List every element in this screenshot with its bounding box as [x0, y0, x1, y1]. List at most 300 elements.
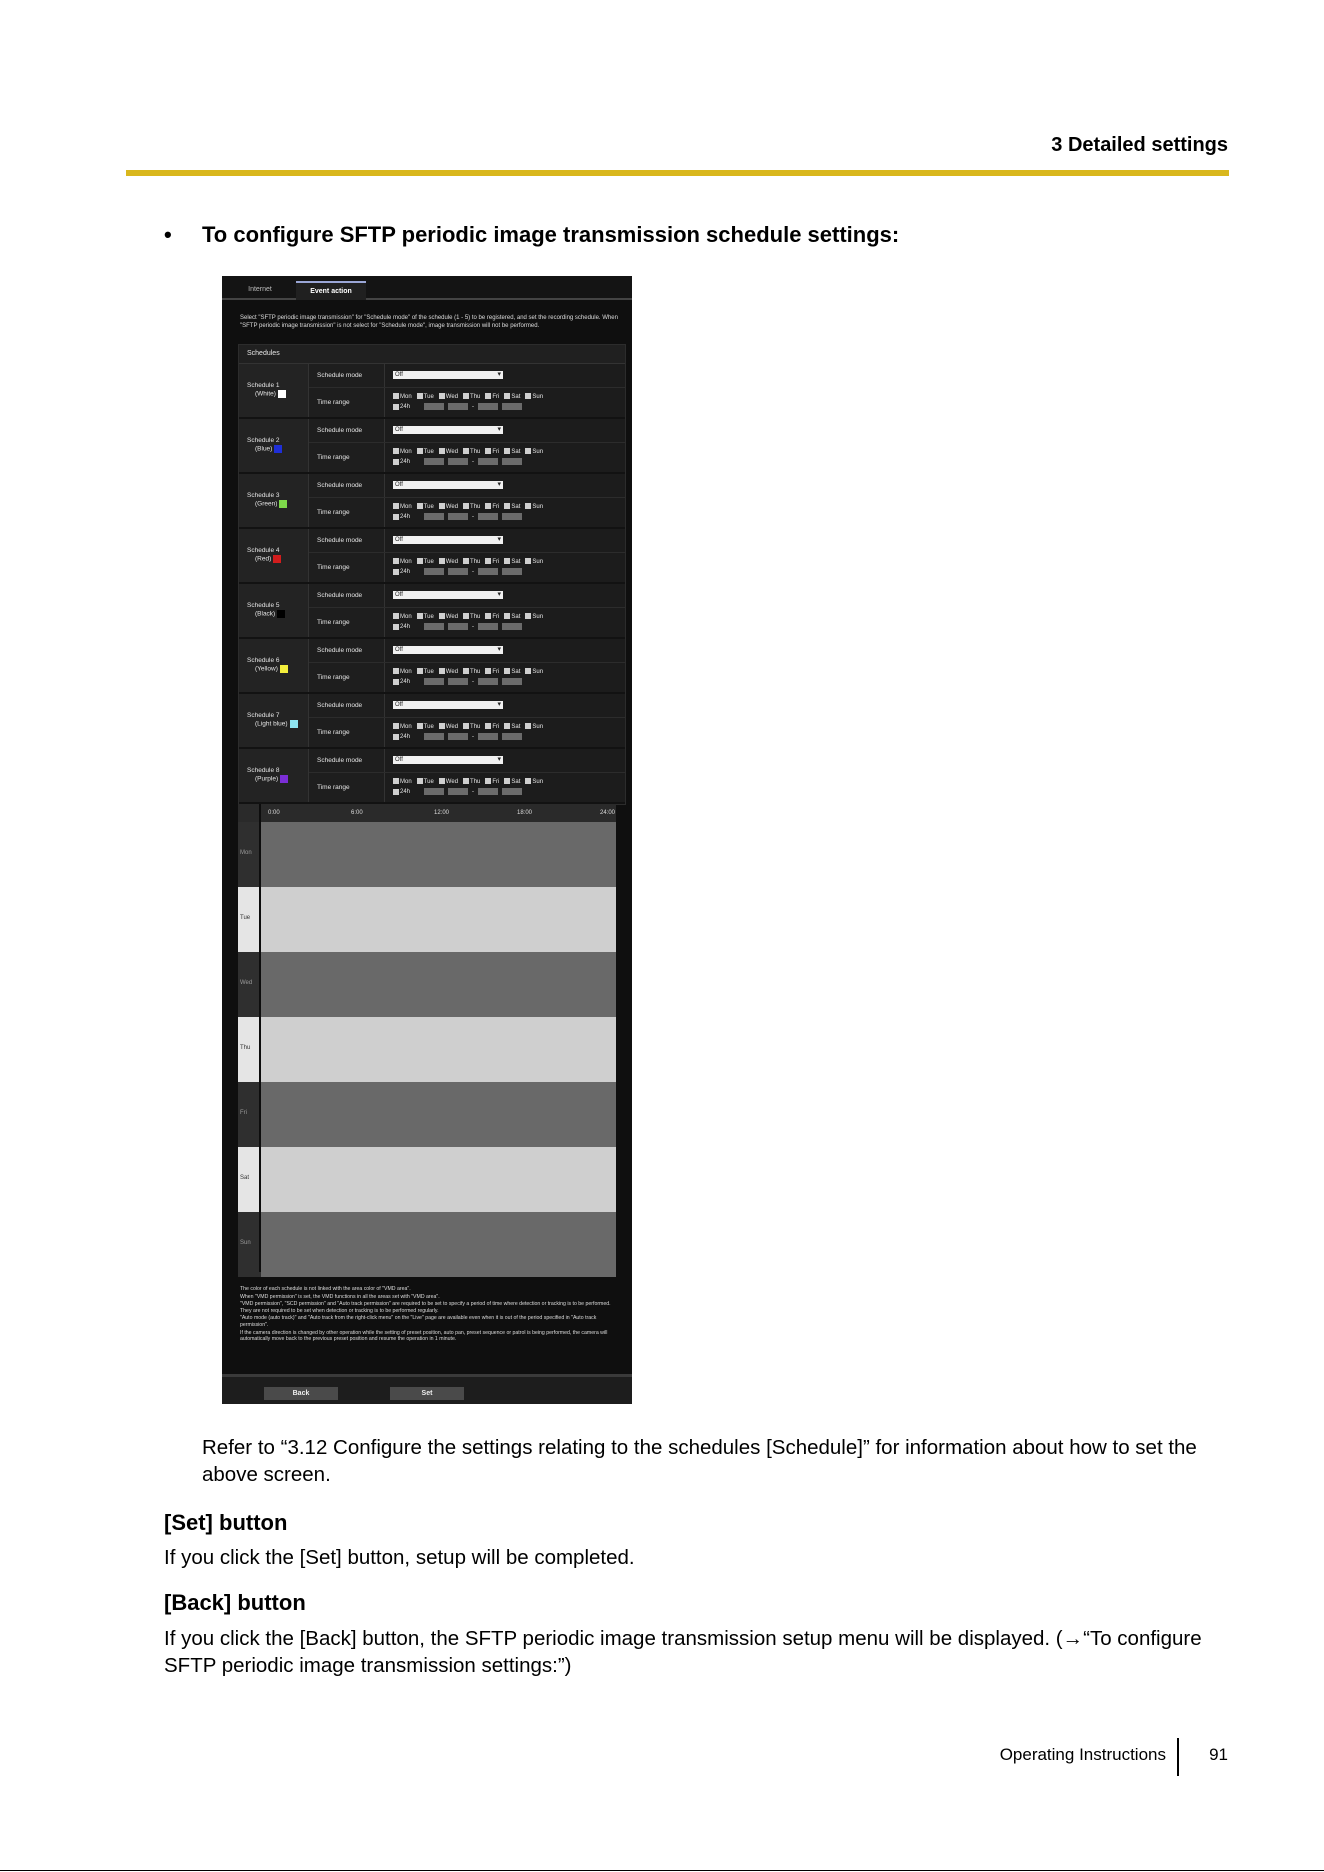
end-hour-input[interactable]: [478, 623, 498, 630]
checkbox-24h[interactable]: [393, 404, 399, 410]
end-minute-input[interactable]: [502, 513, 522, 520]
start-hour-input[interactable]: [424, 788, 444, 795]
time-dash: -: [472, 788, 475, 795]
timeline-day-row: [238, 887, 616, 952]
day-label: Mon: [400, 613, 412, 620]
schedule-rows: [309, 694, 625, 747]
day-checkbox[interactable]: [417, 779, 434, 785]
checkbox-box[interactable]: [417, 613, 423, 619]
end-hour-input[interactable]: [478, 458, 498, 465]
schedule-color-swatch: [273, 555, 281, 563]
start-hour-input[interactable]: [424, 678, 444, 685]
day-checkbox[interactable]: [485, 724, 499, 730]
schedule-mode-label: Schedule mode: [309, 419, 385, 442]
day-checkbox[interactable]: [525, 504, 543, 510]
schedule-color-swatch: [290, 720, 298, 728]
bullet-symbol: •: [164, 222, 172, 247]
start-minute-input[interactable]: [448, 733, 468, 740]
start-hour-input[interactable]: [424, 513, 444, 520]
settings-screenshot: [222, 276, 632, 1404]
day-checkbox[interactable]: [485, 504, 499, 510]
checkbox-24h[interactable]: [393, 514, 399, 520]
schedule-rows: [309, 749, 625, 802]
time-range-label: Time range: [309, 608, 385, 637]
schedule-color-label: [247, 445, 308, 454]
day-checkbox[interactable]: [463, 614, 480, 620]
schedule-name: [239, 639, 309, 692]
checkbox-box[interactable]: [525, 448, 531, 454]
checkbox-box[interactable]: [417, 448, 423, 454]
day-checkbox[interactable]: [525, 724, 543, 730]
day-checkbox[interactable]: [417, 394, 434, 400]
timeline-day-row: [238, 822, 616, 887]
day-label: Thu: [470, 393, 481, 400]
label-24h: 24h: [400, 568, 411, 575]
day-checkbox[interactable]: [439, 724, 458, 730]
day-label: Wed: [445, 778, 459, 785]
end-hour-input[interactable]: [478, 568, 498, 575]
checkbox-box[interactable]: [417, 778, 423, 784]
day-checkbox[interactable]: [504, 559, 520, 565]
day-checkbox[interactable]: [525, 449, 543, 455]
checkbox-box[interactable]: [393, 558, 399, 564]
timeline-day-row: [238, 1017, 616, 1082]
set-button-heading: [Set] button: [164, 1510, 288, 1535]
schedule-mode-label: Schedule mode: [309, 694, 385, 717]
time-range-row: [309, 443, 625, 472]
timeline-day-bar: [261, 1082, 616, 1147]
refer-paragraph: Refer to “3.12 Configure the settings relating to the schedules [Schedule]” for information about how to set the above screen.: [202, 1436, 1197, 1486]
bullet-text: To configure SFTP periodic image transmission schedule settings:: [202, 222, 900, 247]
checkbox-box[interactable]: [504, 503, 510, 509]
schedule-name: [239, 694, 309, 747]
day-checkbox[interactable]: [463, 724, 480, 730]
checkbox-box[interactable]: [417, 723, 423, 729]
schedule-mode-value: [385, 694, 625, 717]
day-checkbox[interactable]: [439, 669, 458, 675]
checkbox-box[interactable]: [504, 448, 510, 454]
day-checkbox[interactable]: [504, 724, 520, 730]
timeline-day-label: Mon: [240, 850, 252, 856]
checkbox-box[interactable]: [525, 778, 531, 784]
day-checkbox[interactable]: [463, 449, 480, 455]
schedule-rows: [309, 474, 625, 527]
checkbox-box[interactable]: [393, 393, 399, 399]
back-button-heading: [Back] button: [164, 1590, 306, 1615]
timeline-day-label: Fri: [240, 1110, 247, 1116]
checkbox-box[interactable]: [525, 558, 531, 564]
checkbox-box[interactable]: [525, 613, 531, 619]
day-checkbox[interactable]: [393, 779, 412, 785]
schedule-mode-row: [309, 694, 625, 718]
day-label: Fri: [492, 613, 500, 620]
checkbox-box[interactable]: [485, 668, 491, 674]
set-button[interactable]: Set: [390, 1387, 464, 1400]
schedule-color-label: [247, 390, 308, 399]
schedule-color-name: (Purple): [255, 775, 279, 783]
checkbox-box[interactable]: [463, 613, 469, 619]
schedule-color-swatch: [279, 500, 287, 508]
checkbox-box[interactable]: [485, 778, 491, 784]
timeline-day-bar: [261, 1017, 616, 1082]
day-checkbox[interactable]: [393, 559, 412, 565]
schedule-mode-select[interactable]: Off ▾: [393, 646, 503, 654]
day-label: Sun: [532, 778, 544, 785]
label-24h: 24h: [400, 458, 411, 465]
checkbox-box[interactable]: [525, 723, 531, 729]
checkbox-box[interactable]: [439, 448, 445, 454]
checkbox-box[interactable]: [504, 668, 510, 674]
schedule-color-name: (Red): [255, 555, 272, 563]
day-checkbox[interactable]: [439, 779, 458, 785]
day-checkbox[interactable]: [463, 779, 480, 785]
day-checkbox[interactable]: [393, 614, 412, 620]
schedule-mode-value: [385, 364, 625, 387]
checkbox-box[interactable]: [463, 558, 469, 564]
day-checkbox[interactable]: [439, 394, 458, 400]
end-minute-input[interactable]: [502, 733, 522, 740]
day-label: Fri: [492, 503, 500, 510]
day-checkbox[interactable]: [485, 669, 499, 675]
timeline-day-bar: [261, 1147, 616, 1212]
day-label: Sun: [532, 393, 544, 400]
day-checkbox[interactable]: [525, 669, 543, 675]
start-minute-input[interactable]: [448, 568, 468, 575]
timeline-hour-label: 12:00: [434, 810, 450, 816]
schedule-name: [239, 584, 309, 637]
schedule-mode-select[interactable]: Off ▾: [393, 536, 503, 544]
schedule-rows: [309, 584, 625, 637]
day-checkbox[interactable]: [485, 559, 499, 565]
label-24h: 24h: [400, 623, 411, 630]
schedule-mode-select[interactable]: Off ▾: [393, 591, 503, 599]
schedule-group: [239, 584, 625, 639]
start-minute-input[interactable]: [448, 403, 468, 410]
checkbox-box[interactable]: [504, 723, 510, 729]
checkbox-24h[interactable]: [393, 624, 399, 630]
time-dash: -: [472, 733, 475, 740]
day-checkbox[interactable]: [463, 559, 480, 565]
checkbox-box[interactable]: [504, 613, 510, 619]
day-label: Sat: [511, 503, 521, 510]
time-dash: -: [472, 513, 475, 520]
end-minute-input[interactable]: [502, 568, 522, 575]
checkbox-box[interactable]: [417, 503, 423, 509]
schedule-mode-row: [309, 584, 625, 608]
day-checkbox[interactable]: [485, 614, 499, 620]
checkbox-box[interactable]: [393, 503, 399, 509]
schedule-mode-label: Schedule mode: [309, 639, 385, 662]
time-dash: -: [472, 458, 475, 465]
day-checkbox[interactable]: [504, 504, 520, 510]
day-checkbox[interactable]: [504, 614, 520, 620]
checkbox-box[interactable]: [485, 448, 491, 454]
day-label: Thu: [470, 558, 481, 565]
schedules-panel: [238, 344, 626, 805]
day-checkbox[interactable]: [525, 559, 543, 565]
day-checkboxes: [393, 558, 625, 567]
timeline-hour-label: 0:00: [268, 810, 280, 816]
day-checkbox[interactable]: [525, 394, 543, 400]
time-inputs: [393, 512, 625, 522]
day-checkbox[interactable]: [417, 504, 434, 510]
day-label: Tue: [423, 778, 434, 785]
checkbox-box[interactable]: [393, 448, 399, 454]
checkbox-box[interactable]: [485, 503, 491, 509]
page-bottom-rule: [0, 1870, 1324, 1871]
checkbox-box[interactable]: [439, 393, 445, 399]
start-hour-input[interactable]: [424, 403, 444, 410]
checkbox-box[interactable]: [463, 778, 469, 784]
time-inputs: [393, 787, 625, 797]
start-hour-input[interactable]: [424, 733, 444, 740]
end-hour-input[interactable]: [478, 733, 498, 740]
start-minute-input[interactable]: [448, 623, 468, 630]
checkbox-box[interactable]: [439, 613, 445, 619]
checkbox-24h[interactable]: [393, 679, 399, 685]
day-label: Thu: [470, 668, 481, 675]
checkbox-box[interactable]: [485, 613, 491, 619]
time-range-row: [309, 773, 625, 802]
day-checkbox[interactable]: [417, 724, 434, 730]
schedule-name: [239, 749, 309, 802]
schedule-group: [239, 749, 625, 804]
schedule-group: [239, 419, 625, 474]
schedule-mode-select[interactable]: Off ▾: [393, 371, 503, 379]
day-checkboxes: [393, 723, 625, 732]
schedule-title: Schedule 6: [247, 657, 280, 664]
checkbox-box[interactable]: [525, 393, 531, 399]
label-24h: 24h: [400, 733, 411, 740]
day-checkbox[interactable]: [504, 449, 520, 455]
day-label: Thu: [470, 723, 481, 730]
day-checkbox[interactable]: [439, 614, 458, 620]
day-checkbox[interactable]: [393, 394, 412, 400]
schedule-mode-label: Schedule mode: [309, 749, 385, 772]
checkbox-box[interactable]: [525, 668, 531, 674]
tab-internet[interactable]: Internet: [248, 286, 272, 293]
end-minute-input[interactable]: [502, 458, 522, 465]
schedule-color-name: (Green): [255, 500, 278, 508]
checkbox-box[interactable]: [463, 668, 469, 674]
day-label: Mon: [400, 668, 412, 675]
checkbox-box[interactable]: [393, 668, 399, 674]
checkbox-box[interactable]: [485, 723, 491, 729]
schedule-title: Schedule 3: [247, 492, 280, 499]
schedule-color-label: [247, 500, 308, 509]
day-label: Fri: [492, 778, 500, 785]
end-minute-input[interactable]: [502, 403, 522, 410]
schedule-rows: [309, 419, 625, 472]
day-checkbox[interactable]: [393, 669, 412, 675]
schedule-rows: [309, 364, 625, 417]
time-range-row: [309, 663, 625, 692]
day-label: Fri: [492, 448, 500, 455]
day-checkbox[interactable]: [417, 559, 434, 565]
start-minute-input[interactable]: [448, 678, 468, 685]
day-label: Wed: [445, 723, 459, 730]
footer-divider: [1177, 1738, 1179, 1776]
schedule-mode-select[interactable]: Off ▾: [393, 426, 503, 434]
checkbox-box[interactable]: [504, 393, 510, 399]
time-range-label: Time range: [309, 718, 385, 747]
day-label: Mon: [400, 723, 412, 730]
schedule-mode-select[interactable]: Off ▾: [393, 756, 503, 764]
day-checkbox[interactable]: [393, 504, 412, 510]
day-label: Thu: [470, 503, 481, 510]
checkbox-box[interactable]: [525, 503, 531, 509]
schedule-name: [239, 419, 309, 472]
day-label: Sat: [511, 613, 521, 620]
checkbox-box[interactable]: [463, 393, 469, 399]
day-label: Sat: [511, 558, 521, 565]
timeline-separator: [259, 804, 261, 1272]
bullet-heading: [164, 222, 899, 248]
day-checkbox[interactable]: [439, 559, 458, 565]
day-checkbox[interactable]: [485, 779, 499, 785]
time-inputs: [393, 622, 625, 632]
schedule-color-label: [247, 775, 308, 784]
day-checkbox[interactable]: [417, 614, 434, 620]
day-checkbox[interactable]: [417, 669, 434, 675]
schedule-mode-select[interactable]: Off ▾: [393, 481, 503, 489]
note-line: When "VMD permission" is set, the VMD functions in all the areas set with "VMD area".: [240, 1293, 440, 1300]
checkbox-24h[interactable]: [393, 789, 399, 795]
end-minute-input[interactable]: [502, 678, 522, 685]
time-range-value: [385, 773, 625, 802]
checkbox-box[interactable]: [393, 723, 399, 729]
start-minute-input[interactable]: [448, 513, 468, 520]
checkbox-24h[interactable]: [393, 734, 399, 740]
checkbox-box[interactable]: [463, 448, 469, 454]
checkbox-box[interactable]: [417, 558, 423, 564]
checkbox-box[interactable]: [439, 723, 445, 729]
checkbox-box[interactable]: [504, 558, 510, 564]
end-minute-input[interactable]: [502, 623, 522, 630]
timeline-day-row: [238, 952, 616, 1017]
schedule-groups: [239, 364, 625, 804]
checkbox-box[interactable]: [439, 503, 445, 509]
checkbox-box[interactable]: [485, 558, 491, 564]
start-minute-input[interactable]: [448, 458, 468, 465]
schedule-mode-row: [309, 419, 625, 443]
time-inputs: [393, 402, 625, 412]
checkbox-box[interactable]: [417, 393, 423, 399]
back-button[interactable]: Back: [264, 1387, 338, 1400]
day-checkbox[interactable]: [463, 504, 480, 510]
checkbox-box[interactable]: [439, 778, 445, 784]
label-24h: 24h: [400, 678, 411, 685]
day-checkbox[interactable]: [525, 614, 543, 620]
day-label: Sun: [532, 448, 544, 455]
time-range-row: [309, 498, 625, 527]
label-24h: 24h: [400, 513, 411, 520]
checkbox-box[interactable]: [463, 503, 469, 509]
day-checkbox[interactable]: [504, 779, 520, 785]
day-checkbox[interactable]: [485, 449, 499, 455]
schedule-color-swatch: [278, 390, 286, 398]
end-hour-input[interactable]: [478, 403, 498, 410]
day-label: Mon: [400, 393, 412, 400]
checkbox-24h[interactable]: [393, 459, 399, 465]
day-label: Fri: [492, 558, 500, 565]
time-range-value: [385, 663, 625, 692]
schedule-mode-label: Schedule mode: [309, 474, 385, 497]
day-checkbox[interactable]: [393, 724, 412, 730]
day-checkbox[interactable]: [504, 669, 520, 675]
day-checkboxes: [393, 668, 625, 677]
day-checkbox[interactable]: [417, 449, 434, 455]
day-checkbox[interactable]: [393, 449, 412, 455]
start-hour-input[interactable]: [424, 458, 444, 465]
time-range-row: [309, 608, 625, 637]
day-checkbox[interactable]: [525, 779, 543, 785]
day-checkboxes: [393, 778, 625, 787]
day-checkbox[interactable]: [463, 394, 480, 400]
day-checkbox[interactable]: [485, 394, 499, 400]
schedule-title: Schedule 8: [247, 767, 280, 774]
checkbox-box[interactable]: [439, 558, 445, 564]
day-checkbox[interactable]: [439, 504, 458, 510]
checkbox-box[interactable]: [393, 778, 399, 784]
note-line: If the camera direction is changed by other operation while the setting of preset position, auto pan, preset sequence or patrol is being performed, the camera will automatically move back to the previous preset position and resume the operation in 1 minute.: [240, 1329, 608, 1343]
start-hour-input[interactable]: [424, 623, 444, 630]
time-range-label: Time range: [309, 388, 385, 417]
timeline-day-label: Sun: [240, 1240, 251, 1246]
checkbox-box[interactable]: [463, 723, 469, 729]
checkbox-box[interactable]: [393, 613, 399, 619]
schedule-mode-label: Schedule mode: [309, 364, 385, 387]
time-range-value: [385, 608, 625, 637]
checkbox-box[interactable]: [485, 393, 491, 399]
start-minute-input[interactable]: [448, 788, 468, 795]
schedule-color-swatch: [280, 775, 288, 783]
schedule-timeline: [238, 804, 616, 1272]
checkbox-box[interactable]: [417, 668, 423, 674]
day-checkbox[interactable]: [439, 449, 458, 455]
day-checkbox[interactable]: [504, 394, 520, 400]
schedule-title: Schedule 5: [247, 602, 280, 609]
day-label: Mon: [400, 448, 412, 455]
day-label: Wed: [445, 448, 459, 455]
schedule-name: [239, 364, 309, 417]
end-hour-input[interactable]: [478, 788, 498, 795]
end-hour-input[interactable]: [478, 513, 498, 520]
start-hour-input[interactable]: [424, 568, 444, 575]
day-label: Wed: [445, 613, 459, 620]
checkbox-box[interactable]: [439, 668, 445, 674]
time-dash: -: [472, 403, 475, 410]
checkbox-box[interactable]: [504, 778, 510, 784]
time-range-label: Time range: [309, 498, 385, 527]
time-range-value: [385, 443, 625, 472]
day-label: Wed: [445, 393, 459, 400]
schedule-mode-label: Schedule mode: [309, 584, 385, 607]
day-label: Sun: [532, 503, 544, 510]
tab-event-action[interactable]: Event action: [296, 281, 366, 300]
end-minute-input[interactable]: [502, 788, 522, 795]
time-range-row: [309, 388, 625, 417]
checkbox-24h[interactable]: [393, 569, 399, 575]
schedule-color-name: (Light blue): [255, 720, 288, 728]
end-hour-input[interactable]: [478, 678, 498, 685]
timeline-day-bar: [261, 887, 616, 952]
schedule-color-swatch: [274, 445, 282, 453]
day-checkbox[interactable]: [463, 669, 480, 675]
schedule-mode-value: [385, 419, 625, 442]
time-dash: -: [472, 678, 475, 685]
schedule-mode-select[interactable]: Off ▾: [393, 701, 503, 709]
